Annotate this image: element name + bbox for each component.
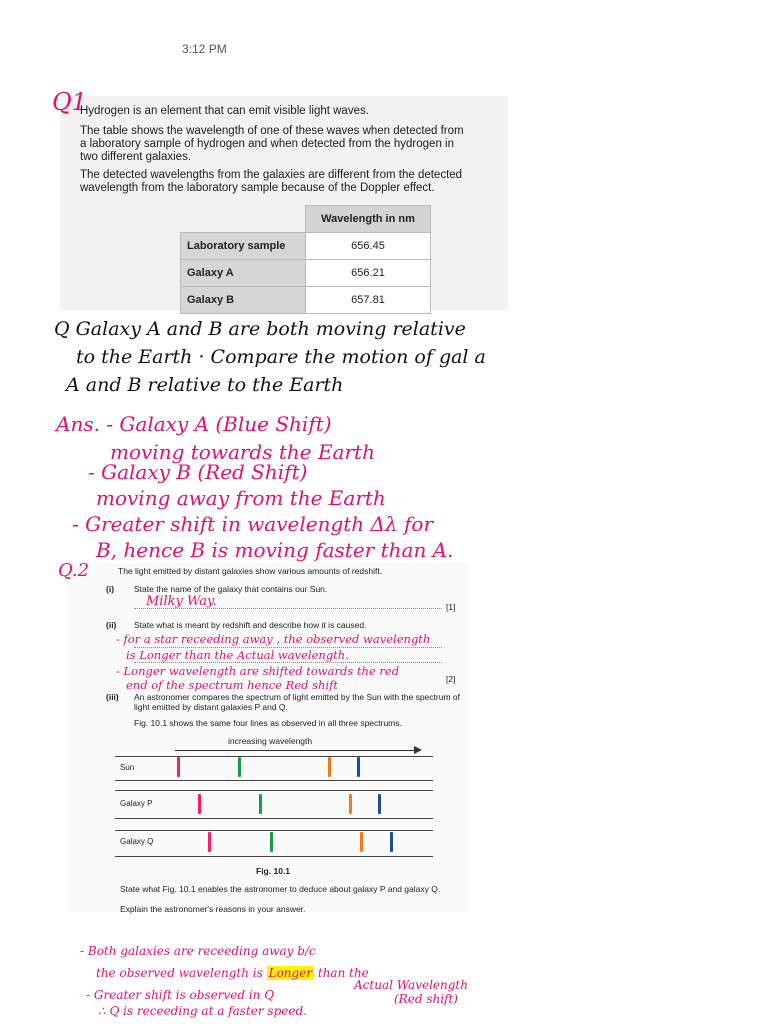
- final-answer-line-4: ∴ Q is receeding at a faster speed.: [98, 1004, 307, 1018]
- final-answer-line-2-end: than the: [317, 966, 369, 980]
- spectral-line: [357, 757, 360, 777]
- spectral-line: [328, 757, 331, 777]
- final-answer-line-1: - Both galaxies are receeding away b/c: [80, 944, 316, 958]
- axis-label: increasing wavelength: [228, 736, 313, 746]
- part-iii-number: (iii): [106, 692, 119, 702]
- table-corner: [181, 206, 306, 233]
- table-row: [181, 233, 431, 260]
- spectrum-border: [115, 818, 433, 819]
- answer-line: [134, 662, 442, 663]
- q1-para2a: The detected wavelengths from the galaxies are different from the detected: [80, 169, 463, 181]
- q1-answer-line-5: - Greater shift in wavelength Δλ for: [72, 512, 434, 536]
- answer-line: [134, 608, 442, 609]
- part-iii-text-a: An astronomer compares the spectrum of light emitted by the Sun with the spectrum of: [134, 692, 460, 702]
- q1-question-line-1: Q Galaxy A and B are both moving relative: [54, 318, 466, 340]
- spectral-line: [198, 794, 201, 814]
- spectral-line: [390, 832, 393, 852]
- part-iii-text-b: light emitted by distant galaxies P and Q.: [134, 702, 288, 712]
- figure-instruction-1: State what Fig. 10.1 enables the astronomer to deduce about galaxy P and galaxy Q.: [120, 884, 441, 894]
- q1-intro: Hydrogen is an element that can emit visible light waves.: [80, 105, 369, 117]
- part-i-text: State the name of the galaxy that contains our Sun.: [134, 584, 328, 594]
- final-answer-actual-wavelength: Actual Wavelength: [354, 978, 468, 992]
- part-ii-answer-line-4: end of the spectrum hence Red shift: [126, 678, 339, 692]
- part-ii-answer-line-1: - for a star receeding away , the observed wavelength: [116, 632, 431, 646]
- row-value: 657.81: [306, 287, 431, 314]
- q1-para2b: wavelength from the laboratory sample because of the Doppler effect.: [80, 182, 435, 194]
- part-iii-text-c: Fig. 10.1 shows the same four lines as observed in all three spectrums.: [134, 718, 402, 728]
- row-value: 656.21: [306, 260, 431, 287]
- q1-question-line-3: A and B relative to the Earth: [66, 374, 344, 396]
- part-ii-text: State what is meant by redshift and describe how it is caused.: [134, 620, 367, 630]
- spectral-line: [378, 794, 381, 814]
- table-row: [181, 287, 431, 314]
- row-label: Galaxy B: [181, 287, 306, 314]
- table-header: Wavelength in nm: [306, 206, 431, 233]
- q1-para1a: The table shows the wavelength of one of these waves when detected from: [80, 125, 464, 137]
- spectrum-border: [115, 790, 433, 791]
- q1-para1c: two different galaxies.: [80, 151, 192, 163]
- q2-label: Q.2: [58, 560, 90, 581]
- final-answer-red-shift-note: (Red shift): [394, 992, 458, 1006]
- table-header-row: [181, 206, 431, 233]
- figure-instruction-2: Explain the astronomer's reasons in your answer.: [120, 904, 306, 914]
- spectrum-label-q: Galaxy Q: [120, 837, 154, 846]
- final-answer-line-3: - Greater shift is observed in Q: [86, 988, 275, 1002]
- row-label: Laboratory sample: [181, 233, 306, 260]
- table-row: [181, 260, 431, 287]
- spectral-line: [270, 832, 273, 852]
- spectrum-label-p: Galaxy P: [120, 799, 153, 808]
- part-ii-marks: [2]: [446, 674, 456, 684]
- row-label: Galaxy A: [181, 260, 306, 287]
- spectrum-border-bottom: [115, 856, 433, 857]
- q2-intro: The light emitted by distant galaxies show various amounts of redshift.: [118, 566, 383, 576]
- part-ii-number: (ii): [106, 620, 117, 630]
- q1-label: Q1: [52, 88, 87, 116]
- q1-answer-line-4: moving away from the Earth: [96, 486, 386, 510]
- spectral-line: [360, 832, 363, 852]
- part-ii-answer-line-3: - Longer wavelength are shifted towards the red: [116, 664, 400, 678]
- final-answer-line-2: [96, 966, 369, 980]
- spectrum-label-sun: Sun: [120, 763, 135, 772]
- q1-answer-line-1: Ans. - Galaxy A (Blue Shift): [56, 412, 332, 436]
- spectrum-border: [115, 780, 433, 781]
- q1-answer-line-2: moving towards the Earth: [110, 440, 375, 464]
- spectrum-border: [115, 830, 433, 831]
- spectral-line: [349, 794, 352, 814]
- highlighted-word: Longer: [268, 966, 313, 980]
- q1-answer-line-3: - Galaxy B (Red Shift): [88, 460, 308, 484]
- spectrum-border-top: [115, 756, 433, 757]
- status-time: 3:12 PM: [182, 42, 227, 56]
- part-i-number: (i): [106, 584, 115, 594]
- arrow-head-icon: [414, 746, 422, 754]
- spectral-line: [208, 832, 211, 852]
- q1-question-line-2: to the Earth · Compare the motion of gal a: [76, 346, 486, 368]
- figure-caption: Fig. 10.1: [256, 866, 291, 876]
- wavelength-table: [180, 205, 431, 314]
- part-i-marks: [1]: [446, 602, 456, 612]
- spectral-line: [238, 757, 241, 777]
- q1-answer-line-6: B, hence B is moving faster than A.: [96, 538, 454, 562]
- q1-para1b: a laboratory sample of hydrogen and when detected from the hydrogen in: [80, 138, 454, 150]
- row-value: 656.45: [306, 233, 431, 260]
- spectral-line: [177, 757, 180, 777]
- final-answer-line-2-start: the observed wavelength is: [96, 966, 263, 980]
- part-ii-answer-line-2: is Longer than the Actual wavelength.: [126, 648, 349, 662]
- spectral-line: [259, 794, 262, 814]
- wavelength-arrow: [175, 750, 415, 751]
- part-i-answer: Milky Way.: [146, 594, 217, 609]
